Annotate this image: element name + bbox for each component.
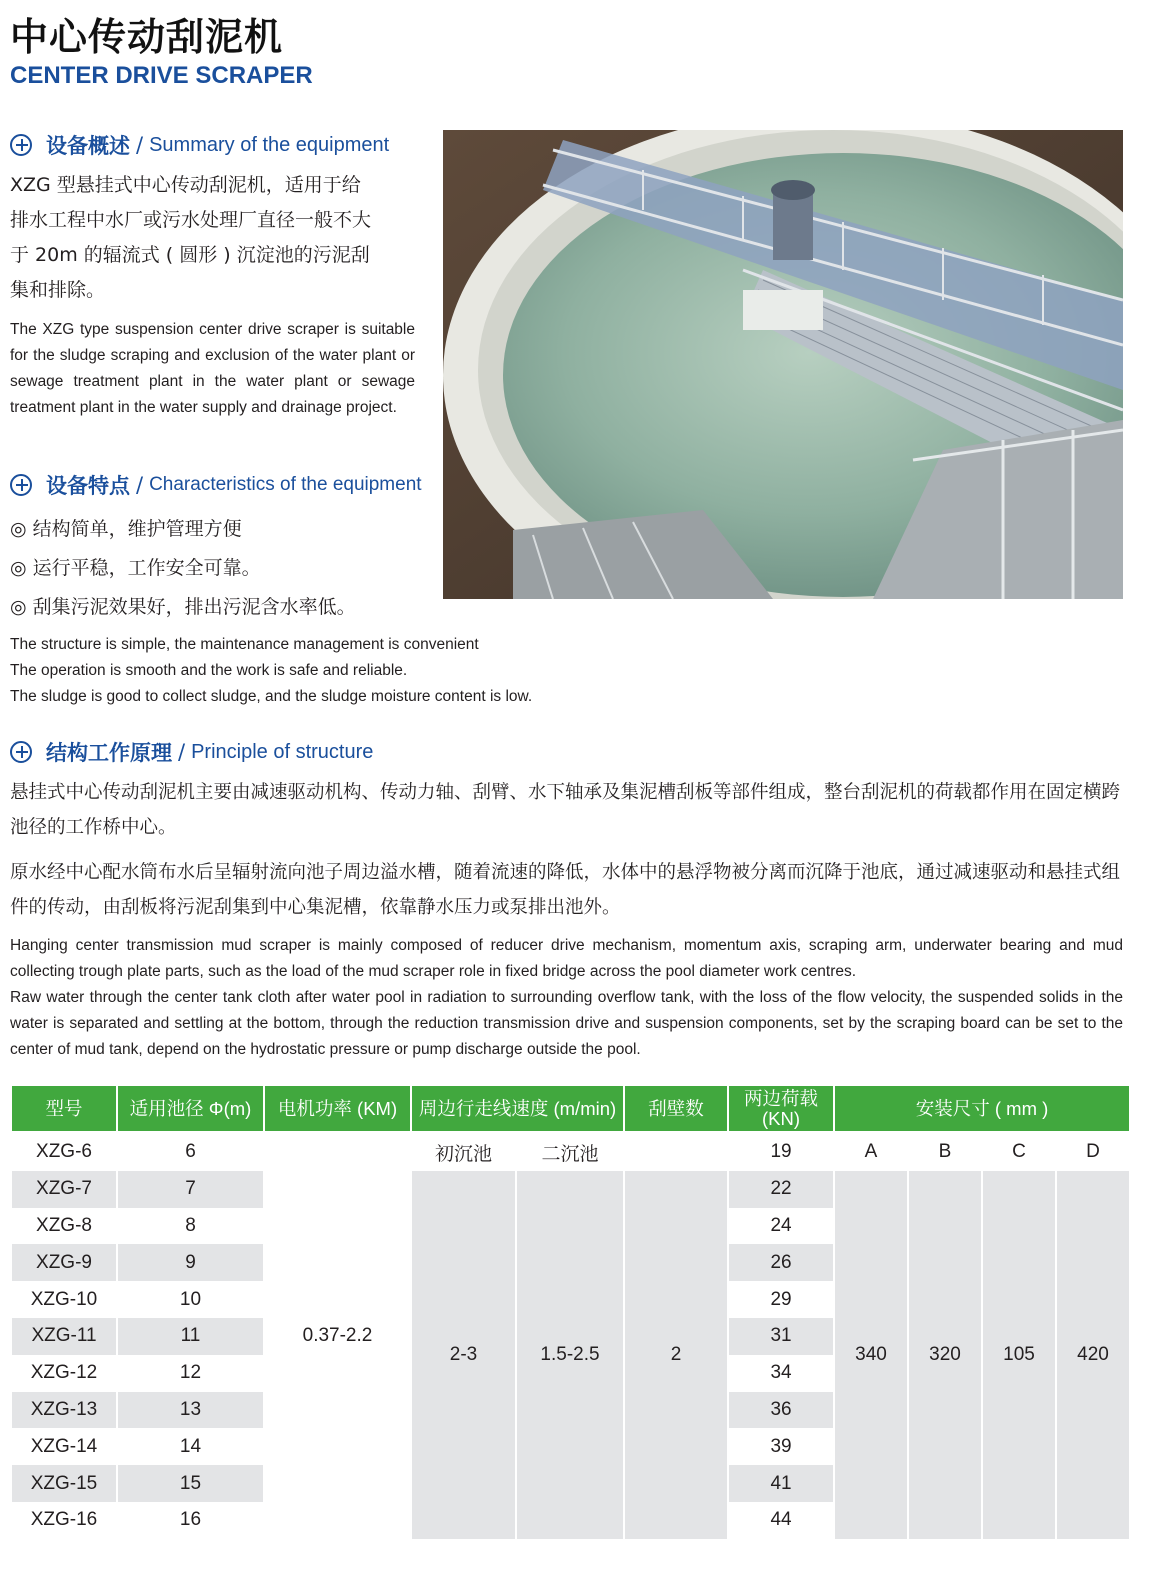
feature-item: ◎ 结构简单，维护管理方便 bbox=[10, 518, 242, 540]
feature-item: ◎ 刮集污泥效果好，排出污泥含水率低。 bbox=[10, 596, 356, 618]
table-row bbox=[12, 1171, 1129, 1208]
cell-speed-primary: 2-3 bbox=[412, 1171, 515, 1539]
cell-dim-a: 340 bbox=[835, 1171, 907, 1539]
cell-model: XZG-13 bbox=[12, 1392, 116, 1429]
section-separator: / bbox=[178, 740, 186, 764]
summary-text-en: The XZG type suspension center drive scraper is suitable for the sludge scraping and exclusion of the water plant or sewage treatment plant in the water plant or sewage treatment plant in the water supply and drainage project. bbox=[10, 321, 415, 416]
cell-speed-secondary: 1.5-2.5 bbox=[517, 1171, 623, 1539]
cell-load: 19 bbox=[729, 1134, 833, 1171]
summary-text-cn bbox=[10, 168, 430, 308]
feature-item-en: The sludge is good to collect sludge, and the sludge moisture content is low. bbox=[10, 688, 533, 705]
plus-circle-icon bbox=[10, 741, 32, 763]
cell-model: XZG-12 bbox=[12, 1355, 116, 1392]
feature-item: ◎ 运行平稳，工作安全可靠。 bbox=[10, 557, 261, 579]
cell-model: XZG-6 bbox=[12, 1134, 116, 1171]
sub-b: B bbox=[909, 1134, 981, 1171]
cell-walls-empty bbox=[625, 1134, 727, 1171]
sub-c: C bbox=[983, 1134, 1055, 1171]
page-title: 中心传动刮泥机 bbox=[10, 15, 284, 59]
cell-diameter: 15 bbox=[118, 1465, 263, 1502]
equipment-photo bbox=[443, 130, 1123, 599]
feature-list-en bbox=[10, 632, 710, 710]
section-separator: / bbox=[136, 473, 144, 497]
cell-load: 41 bbox=[729, 1465, 833, 1502]
section-title-cn: 设备概述 bbox=[46, 134, 130, 158]
cell-load: 31 bbox=[729, 1318, 833, 1355]
cell-load: 44 bbox=[729, 1502, 833, 1539]
summary-line: XZG 型悬挂式中心传动刮泥机，适用于给 bbox=[10, 174, 361, 196]
cell-dim-d: 420 bbox=[1057, 1171, 1129, 1539]
section-characteristics-heading bbox=[10, 470, 422, 500]
cell-load: 26 bbox=[729, 1244, 833, 1281]
principle-para2-en: Raw water through the center tank cloth after water pool in radiation to surrounding overflow tank, with the loss of the flow velocity, the suspended solids in the water is separated and settling at the bottom, through the reduction transmission drive and suspension components, set by the scraping board can be set to the center of mud tank, depend on the hydrostatic pressure or pump discharge outside the pool. bbox=[10, 989, 1123, 1058]
sub-a: A bbox=[835, 1134, 907, 1171]
cell-load: 29 bbox=[729, 1281, 833, 1318]
section-separator: / bbox=[136, 133, 144, 157]
summary-line: 集和排除。 bbox=[10, 279, 106, 301]
header-diameter: 适用池径 Φ(m) bbox=[118, 1086, 263, 1134]
cell-model: XZG-11 bbox=[12, 1318, 116, 1355]
cell-diameter: 16 bbox=[118, 1502, 263, 1539]
feature-list bbox=[10, 510, 356, 627]
section-title-cn: 设备特点 bbox=[46, 474, 130, 498]
feature-item-en: The operation is smooth and the work is safe and reliable. bbox=[10, 662, 408, 679]
cell-diameter: 6 bbox=[118, 1134, 263, 1171]
cell-load: 24 bbox=[729, 1208, 833, 1245]
summary-line: 于 20m 的辐流式 ( 圆形 ) 沉淀池的污泥刮 bbox=[10, 244, 370, 266]
cell-diameter: 8 bbox=[118, 1208, 263, 1245]
principle-para2-cn: 原水经中心配水筒布水后呈辐射流向池子周边溢水槽，随着流速的降低，水体中的悬浮物被分离而沉降于池底，通过减速驱动和悬挂式组件的传动，由刮板将污泥刮集到中心集泥槽，依靠静水压力或泵排出池外。 bbox=[10, 862, 1121, 918]
section-title-en: Principle of structure bbox=[191, 740, 374, 763]
cell-model: XZG-15 bbox=[12, 1465, 116, 1502]
principle-para1-en: Hanging center transmission mud scraper is mainly composed of reducer drive mechanism, momentum axis, scraping arm, underwater bearing and mud collecting trough plate parts, such as the load of the mud scraper role in fixed bridge across the pool diameter work centres. bbox=[10, 937, 1123, 980]
cell-load: 34 bbox=[729, 1355, 833, 1392]
plus-circle-icon bbox=[10, 474, 32, 496]
sub-secondary: 二沉池 bbox=[517, 1134, 623, 1171]
header-load: 两边荷载 (KN) bbox=[729, 1086, 833, 1134]
cell-diameter: 13 bbox=[118, 1392, 263, 1429]
cell-power: 0.37-2.2 bbox=[265, 1134, 410, 1539]
page-subtitle: CENTER DRIVE SCRAPER bbox=[10, 62, 313, 89]
cell-diameter: 9 bbox=[118, 1244, 263, 1281]
plus-circle-icon bbox=[10, 134, 32, 156]
cell-dim-c: 105 bbox=[983, 1171, 1055, 1539]
cell-diameter: 11 bbox=[118, 1318, 263, 1355]
spec-table bbox=[10, 1086, 1131, 1539]
section-title-en: Characteristics of the equipment bbox=[149, 474, 422, 495]
section-title-cn: 结构工作原理 bbox=[46, 741, 172, 765]
table-row bbox=[12, 1134, 1129, 1171]
cell-dim-b: 320 bbox=[909, 1171, 981, 1539]
header-model: 型号 bbox=[12, 1086, 116, 1134]
cell-diameter: 7 bbox=[118, 1171, 263, 1208]
header-power: 电机功率 (KM) bbox=[265, 1086, 410, 1134]
cell-load: 36 bbox=[729, 1392, 833, 1429]
sub-primary: 初沉池 bbox=[412, 1134, 515, 1171]
cell-diameter: 10 bbox=[118, 1281, 263, 1318]
cell-walls: 2 bbox=[625, 1171, 727, 1539]
section-summary-heading bbox=[10, 130, 389, 160]
cell-load: 39 bbox=[729, 1428, 833, 1465]
summary-line: 排水工程中水厂或污水处理厂直径一般不大 bbox=[10, 209, 372, 231]
principle-para1-cn: 悬挂式中心传动刮泥机主要由减速驱动机构、传动力轴、刮臂、水下轴承及集泥槽刮板等部件组成，整台刮泥机的荷载都作用在固定横跨池径的工作桥中心。 bbox=[10, 782, 1121, 838]
cell-model: XZG-10 bbox=[12, 1281, 116, 1318]
cell-model: XZG-14 bbox=[12, 1428, 116, 1465]
cell-model: XZG-7 bbox=[12, 1171, 116, 1208]
header-install: 安装尺寸 ( mm ) bbox=[835, 1086, 1129, 1134]
header-walls: 刮壁数 bbox=[625, 1086, 727, 1134]
feature-item-en: The structure is simple, the maintenance management is convenient bbox=[10, 636, 479, 653]
section-principle-heading bbox=[10, 737, 373, 767]
section-title-en: Summary of the equipment bbox=[149, 133, 390, 156]
cell-load: 22 bbox=[729, 1171, 833, 1208]
cell-diameter: 14 bbox=[118, 1428, 263, 1465]
cell-model: XZG-8 bbox=[12, 1208, 116, 1245]
table-header-row bbox=[12, 1086, 1129, 1134]
header-speed: 周边行走线速度 (m/min) bbox=[412, 1086, 623, 1134]
cell-model: XZG-16 bbox=[12, 1502, 116, 1539]
sub-d: D bbox=[1057, 1134, 1129, 1171]
cell-model: XZG-9 bbox=[12, 1244, 116, 1281]
cell-diameter: 12 bbox=[118, 1355, 263, 1392]
